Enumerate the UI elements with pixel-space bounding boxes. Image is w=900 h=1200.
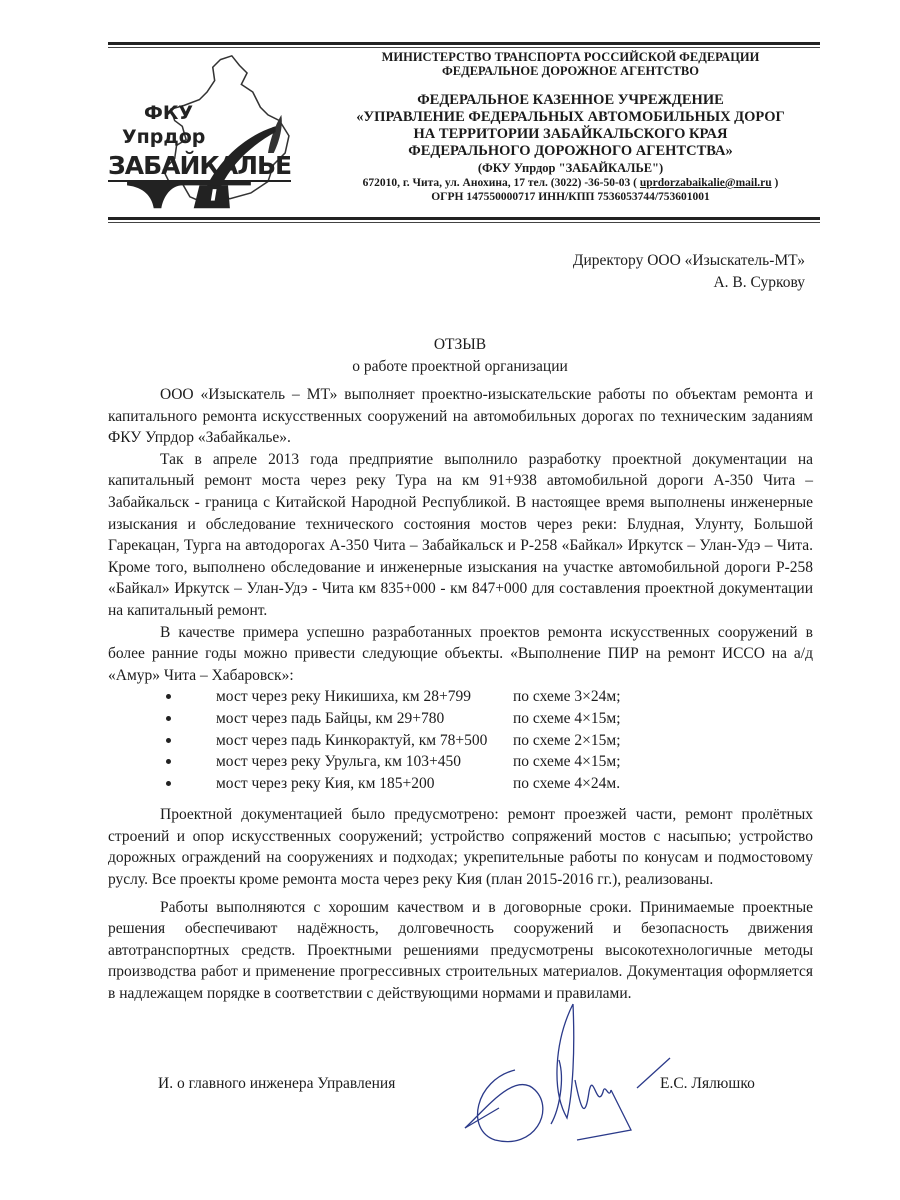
- logo-uprdor: Упрдор: [122, 126, 206, 148]
- email-link[interactable]: uprdorzabaikalie@mail.ru: [639, 177, 772, 189]
- paragraph-1: ООО «Изыскатель – МТ» выполняет проектно-изыскательские работы по объектам ремонта и капитального ремонта искусственных сооружений на автомобильных дорогах по техническим заданиям ФКУ Упрдор «Забайкалье».: [108, 386, 813, 447]
- paragraph-3: В качестве примера успешно разработанных проектов ремонта искусственных сооружений в более ранние годы можно привести следующие объекты. «Выполнение ПИР на ремонт ИССО на а/д «Амур» Чита – Хабаровск»:: [108, 623, 813, 684]
- paragraph-5: Работы выполняются с хорошим качеством и в договорные сроки. Принимаемые проектные решения обеспечивают надёжность, долговечность сооружений и безопасность движения автотранспортных средств. Проектными решениями предусмотрены высокотехнологичные методы производства работ и применение прогрессивных строительных материалов. Документация оформляется в надлежащем порядке в соответствии с действующими нормами и правилами.: [108, 898, 813, 1003]
- logo-fku: ФКУ: [144, 102, 194, 124]
- addressee-position: Директору ООО «Изыскатель-МТ»: [572, 252, 805, 269]
- paragraph-2: Так в апреле 2013 года предприятие выполнило разработку проектной документации на капитальный ремонт моста через реку Тура на км 91+938 автомобильной дороги А-350 Чита – Забайкальск - граница с Китайской Народной Республикой. В настоящее время выполнены инженерные изыскания и обследование технического состояния мостов через реки: Блудная, Улунту, Большой Гарекацан, Турга на автодорогах А-350 Чита – Забайкальск и Р-258 «Байкал» Иркутск – Улан-Удэ – Чита. Кроме того, выполнено обследование и инженерные изыскания на участке автомобильной дороги Р-258 «Байкал» Иркутск – Улан-Удэ - Чита км 835+000 - км 847+000 для составления проектной документации на капитальный ремонт.: [108, 450, 813, 619]
- bridge-scheme: по схеме 4×15м;: [513, 709, 621, 727]
- addressee: [480, 250, 805, 294]
- logo: [108, 50, 308, 215]
- paragraph-4: Проектной документацией было предусмотрено: ремонт проезжей части, ремонт пролётных строений и опор искусственных сооружений; устройство сопряжений мостов с насыпью; устройство дорожных ограждений на сооружениях и подходах; укрепительные работы по конусам и подмостовому руслу. Все проекты кроме ремонта моста через реку Кия (план 2015-2016 гг.), реализованы.: [108, 806, 813, 889]
- org-line: НА ТЕРРИТОРИИ ЗАБАЙКАЛЬСКОГО КРАЯ: [413, 126, 728, 142]
- address-text: 672010, г. Чита, ул. Анохина, 17 тел. (3022) -36-50-03 (: [362, 177, 640, 189]
- bridge-name: мост через реку Урульга, км 103+450: [216, 753, 462, 771]
- logo-zabaikalie: ЗАБАЙКАЛЬЕ: [108, 151, 292, 180]
- bridge-scheme: по схеме 2×15м;: [513, 731, 621, 749]
- addressee-name: А. В. Суркову: [713, 274, 805, 291]
- org-address: [318, 176, 823, 190]
- ministry-name: МИНИСТЕРСТВО ТРАНСПОРТА РОССИЙСКОЙ ФЕДЕРАЦИИ: [381, 50, 760, 64]
- bridge-name: мост через реку Никишиха, км 28+799: [216, 688, 471, 706]
- letter-body: [108, 384, 813, 1005]
- bullet-icon: [166, 738, 171, 743]
- bullet-icon: [166, 781, 171, 786]
- signatory-role: И. о главного инженера Управления: [158, 1075, 396, 1092]
- agency-name: ФЕДЕРАЛЬНОЕ ДОРОЖНОЕ АГЕНТСТВО: [442, 64, 699, 78]
- bridge-name: мост через реку Кия, км 185+200: [216, 774, 435, 792]
- bridge-list: [108, 686, 813, 794]
- org-short-name: (ФКУ Упрдор "ЗАБАЙКАЛЬЕ"): [477, 161, 664, 175]
- bridge-scheme: по схеме 4×24м.: [513, 774, 621, 792]
- address-suffix: ): [771, 177, 779, 189]
- header-top-rule: [108, 42, 820, 48]
- bridge-scheme: по схеме 3×24м;: [513, 688, 621, 706]
- bridge-scheme: по схеме 4×15м;: [513, 753, 621, 771]
- bridge-name: мост через падь Кинкорактуй, км 78+500: [216, 731, 488, 749]
- org-line: ФЕДЕРАЛЬНОГО ДОРОЖНОГО АГЕНТСТВА»: [408, 143, 733, 159]
- document-title: [100, 334, 820, 378]
- signatory-name: Е.С. Лялюшко: [660, 1075, 755, 1092]
- bridge-name: мост через падь Байцы, км 29+780: [216, 709, 445, 727]
- org-line: ФЕДЕРАЛЬНОЕ КАЗЕННОЕ УЧРЕЖДЕНИЕ: [417, 92, 724, 108]
- header-bottom-rule: [108, 217, 820, 223]
- org-line: «УПРАВЛЕНИЕ ФЕДЕРАЛЬНЫХ АВТОМОБИЛЬНЫХ ДОРОГ: [356, 109, 785, 125]
- title-main: ОТЗЫВ: [433, 336, 487, 353]
- letterhead: [318, 50, 823, 204]
- bullet-icon: [166, 716, 171, 721]
- title-sub: о работе проектной организации: [352, 358, 568, 375]
- org-registration: ОГРН 147550000717 ИНН/КПП 7536053744/753601001: [431, 191, 710, 203]
